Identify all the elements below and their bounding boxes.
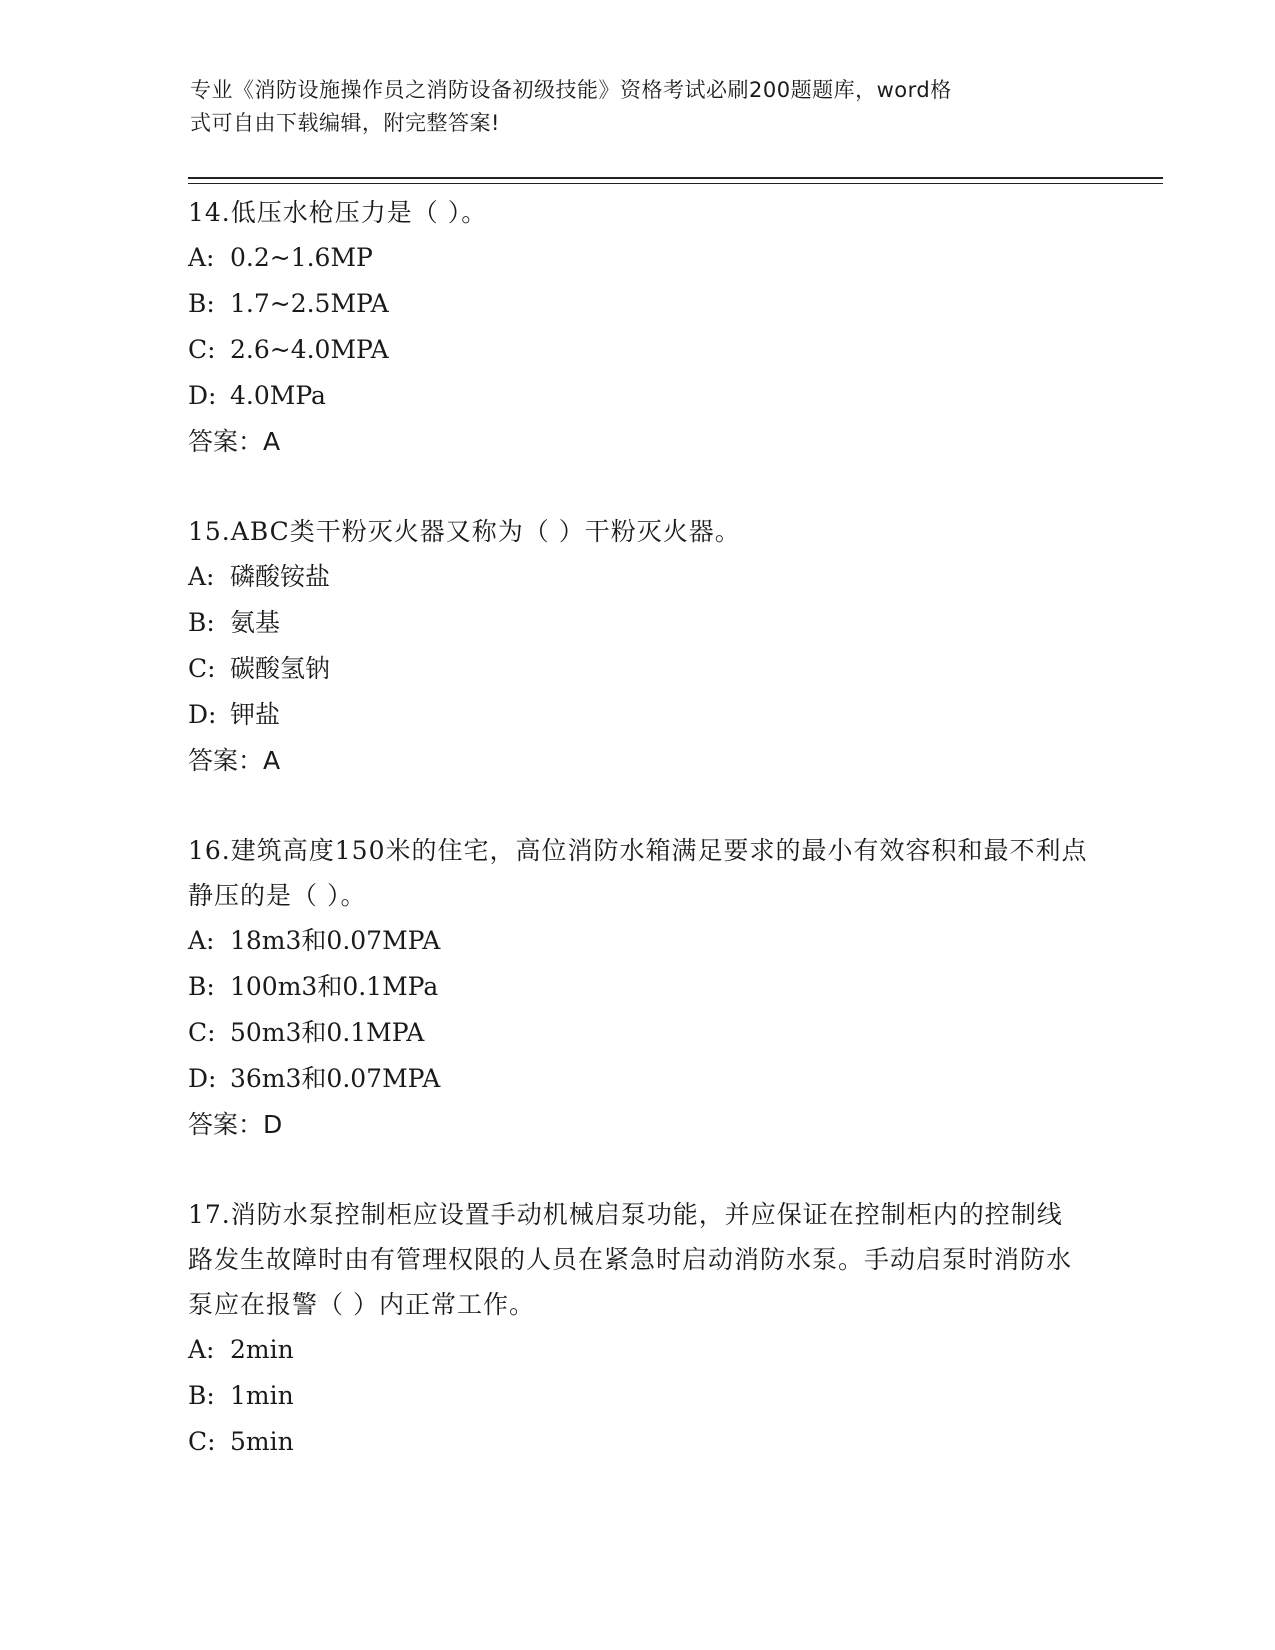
option-d [188, 1056, 1088, 1102]
option-letter: A: [188, 562, 215, 591]
option-text: 36m3和0.07MPA [230, 1064, 441, 1093]
question-text: 14.低压水枪压力是（ ）。 [188, 198, 488, 227]
option-letter: D: [188, 381, 217, 410]
question-text: 17.消防水泵控制柜应设置手动机械启泵功能，并应保证在控制柜内的控制线路发生故障时由有管理权限的人员在紧急时启动消防水泵。手动启泵时消防水泵应在报警（ ）内正常工作。 [188, 1200, 1073, 1319]
option-b [188, 964, 1088, 1010]
option-letter: A: [188, 926, 215, 955]
option-c [188, 1419, 1088, 1465]
option-text: 氨基 [230, 608, 281, 637]
question-list [188, 190, 1088, 1509]
question-text: 15.ABC类干粉灭火器又称为（ ）干粉灭火器。 [188, 517, 741, 546]
option-a [188, 235, 1088, 281]
option-text: 2.6~4.0MPA [230, 335, 389, 364]
option-b [188, 281, 1088, 327]
question-15 [188, 509, 1088, 784]
option-letter: C: [188, 1018, 216, 1047]
option-letter: C: [188, 335, 216, 364]
option-letter: A: [188, 1335, 215, 1364]
header-divider [188, 177, 1163, 179]
question-14 [188, 190, 1088, 465]
option-text: 5min [230, 1427, 294, 1456]
option-letter: A: [188, 243, 215, 272]
answer-line: 答案：A [188, 746, 281, 775]
question-16 [188, 828, 1088, 1148]
option-c [188, 1010, 1088, 1056]
option-letter: D: [188, 700, 217, 729]
option-text: 2min [230, 1335, 294, 1364]
option-text: 0.2~1.6MP [230, 243, 373, 272]
option-letter: C: [188, 1427, 216, 1456]
option-letter: B: [188, 1381, 215, 1410]
header-line-2: 式可自由下载编辑，附完整答案! [190, 111, 500, 135]
option-a [188, 918, 1088, 964]
option-letter: B: [188, 972, 215, 1001]
question-text: 16.建筑高度150米的住宅，高位消防水箱满足要求的最小有效容积和最不利点静压的是（ ）。 [188, 836, 1088, 910]
option-letter: B: [188, 289, 215, 318]
option-c [188, 646, 1088, 692]
option-b [188, 1373, 1088, 1419]
option-d [188, 692, 1088, 738]
option-text: 磷酸铵盐 [230, 562, 331, 591]
option-text: 18m3和0.07MPA [230, 926, 441, 955]
header-line-1: 专业《消防设施操作员之消防设备初级技能》资格考试必刷200题题库，word格 [190, 78, 952, 102]
answer-line: 答案：D [188, 1110, 283, 1139]
option-a [188, 1327, 1088, 1373]
header-divider-thin [188, 183, 1163, 184]
option-text: 钾盐 [230, 700, 281, 729]
option-b [188, 600, 1088, 646]
option-letter: B: [188, 608, 215, 637]
option-letter: C: [188, 654, 216, 683]
answer-line: 答案：A [188, 427, 281, 456]
option-text: 1min [230, 1381, 294, 1410]
option-letter: D: [188, 1064, 217, 1093]
option-c [188, 327, 1088, 373]
question-17 [188, 1192, 1088, 1465]
option-text: 4.0MPa [230, 381, 326, 410]
option-text: 100m3和0.1MPa [230, 972, 439, 1001]
option-a [188, 554, 1088, 600]
option-text: 1.7~2.5MPA [230, 289, 389, 318]
document-header [190, 74, 1070, 140]
option-text: 碳酸氢钠 [230, 654, 331, 683]
option-text: 50m3和0.1MPA [230, 1018, 425, 1047]
option-d [188, 373, 1088, 419]
